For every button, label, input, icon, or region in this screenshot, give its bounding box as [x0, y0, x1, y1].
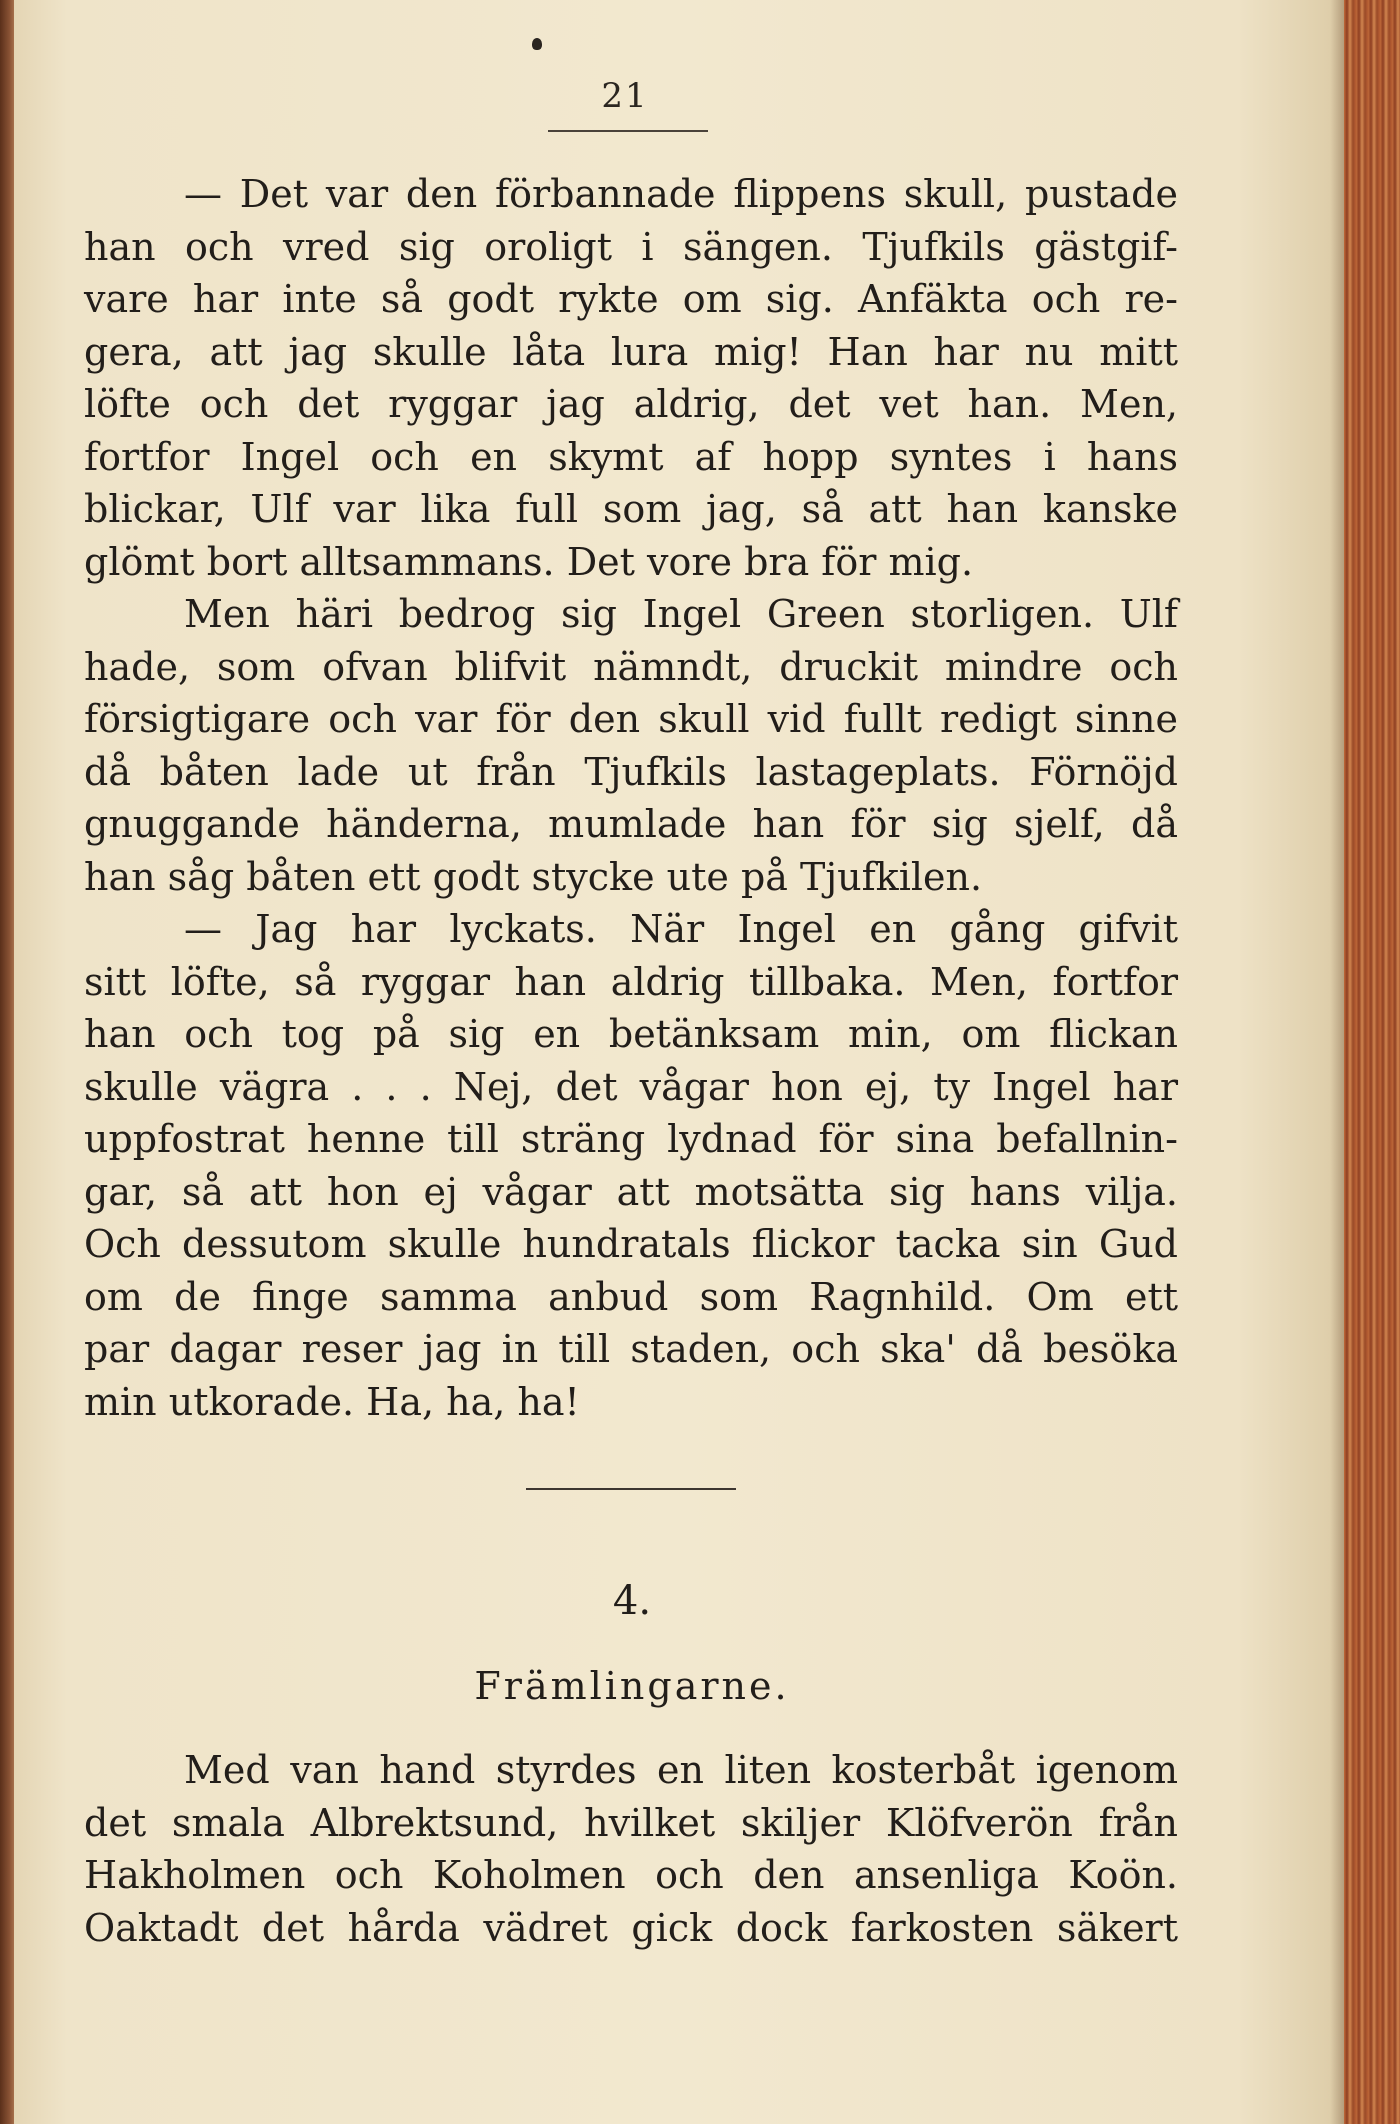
- ink-speck: [532, 38, 542, 50]
- text-line: om de finge samma anbud som Ragnhild. Om ett: [84, 1274, 1178, 1319]
- text-line: han och tog på sig en betänksam min, om flickan: [84, 1012, 1178, 1056]
- text-line: Hakholmen och Koholmen och den ansenliga Koön.: [84, 1853, 1178, 1897]
- text-line: hade, som ofvan blifvit nämndt, druckit mindre och: [84, 644, 1178, 689]
- section-divider: [526, 1488, 736, 1490]
- text-line: han och vred sig oroligt i sängen. Tjufkils gästgif-: [84, 224, 1178, 269]
- text-line: gnuggande händerna, mumlade han för sig sjelf, då: [84, 802, 1178, 846]
- text-line: vare har inte så godt rykte om sig. Anfäkta och re-: [84, 277, 1178, 321]
- body-text-bottom: [84, 1744, 1178, 1954]
- text-line: glömt bort alltsammans. Det vore bra för mig.: [84, 539, 974, 584]
- text-line: försigtigare och var för den skull vid fullt redigt sinne: [84, 697, 1178, 741]
- text-line: — Det var den förbannade flippens skull, pustade: [184, 172, 1178, 216]
- text-line: blickar, Ulf var lika full som jag, så att han kanske: [84, 487, 1178, 531]
- text-line: fortfor Ingel och en skymt af hopp syntes i hans: [84, 434, 1178, 479]
- text-line: Med van hand styrdes en liten kosterbåt igenom: [184, 1748, 1178, 1792]
- text-line: det smala Albrektsund, hvilket skiljer Klöfverön från: [84, 1800, 1178, 1845]
- text-line: han såg båten ett godt stycke ute på Tjufkilen.: [84, 854, 983, 899]
- body-text-top: [84, 168, 1178, 1428]
- page-number-rule: [548, 130, 708, 132]
- chapter-title: Främlingarne.: [474, 1664, 790, 1708]
- text-line: gar, så att hon ej vågar att motsätta sig hans vilja.: [84, 1169, 1178, 1214]
- text-line: då båten lade ut från Tjufkils lastageplats. Förnöjd: [84, 749, 1178, 794]
- book-page-edges: [1344, 0, 1400, 2124]
- chapter-number: 4.: [612, 1578, 652, 1624]
- page-number: 21: [601, 76, 649, 116]
- text-line: Och dessutom skulle hundratals flickor tacka sin Gud: [84, 1222, 1178, 1266]
- text-line: Oaktadt det hårda vädret gick dock farkosten säkert: [84, 1905, 1178, 1950]
- text-line: löfte och det ryggar jag aldrig, det vet han. Men,: [84, 382, 1178, 426]
- text-line: gera, att jag skulle låta lura mig! Han har nu mitt: [84, 329, 1178, 374]
- text-line: Men häri bedrog sig Ingel Green storligen. Ulf: [184, 592, 1178, 636]
- text-line: — Jag har lyckats. När Ingel en gång gifvit: [184, 907, 1178, 951]
- text-line: par dagar reser jag in till staden, och ska' då besöka: [84, 1327, 1178, 1371]
- text-line: min utkorade. Ha, ha, ha!: [84, 1379, 580, 1424]
- text-line: skulle vägra . . . Nej, det vågar hon ej, ty Ingel har: [84, 1064, 1178, 1109]
- text-line: sitt löfte, så ryggar han aldrig tillbaka. Men, fortfor: [84, 959, 1178, 1004]
- text-line: uppfostrat henne till sträng lydnad för sina befallnin-: [84, 1117, 1178, 1161]
